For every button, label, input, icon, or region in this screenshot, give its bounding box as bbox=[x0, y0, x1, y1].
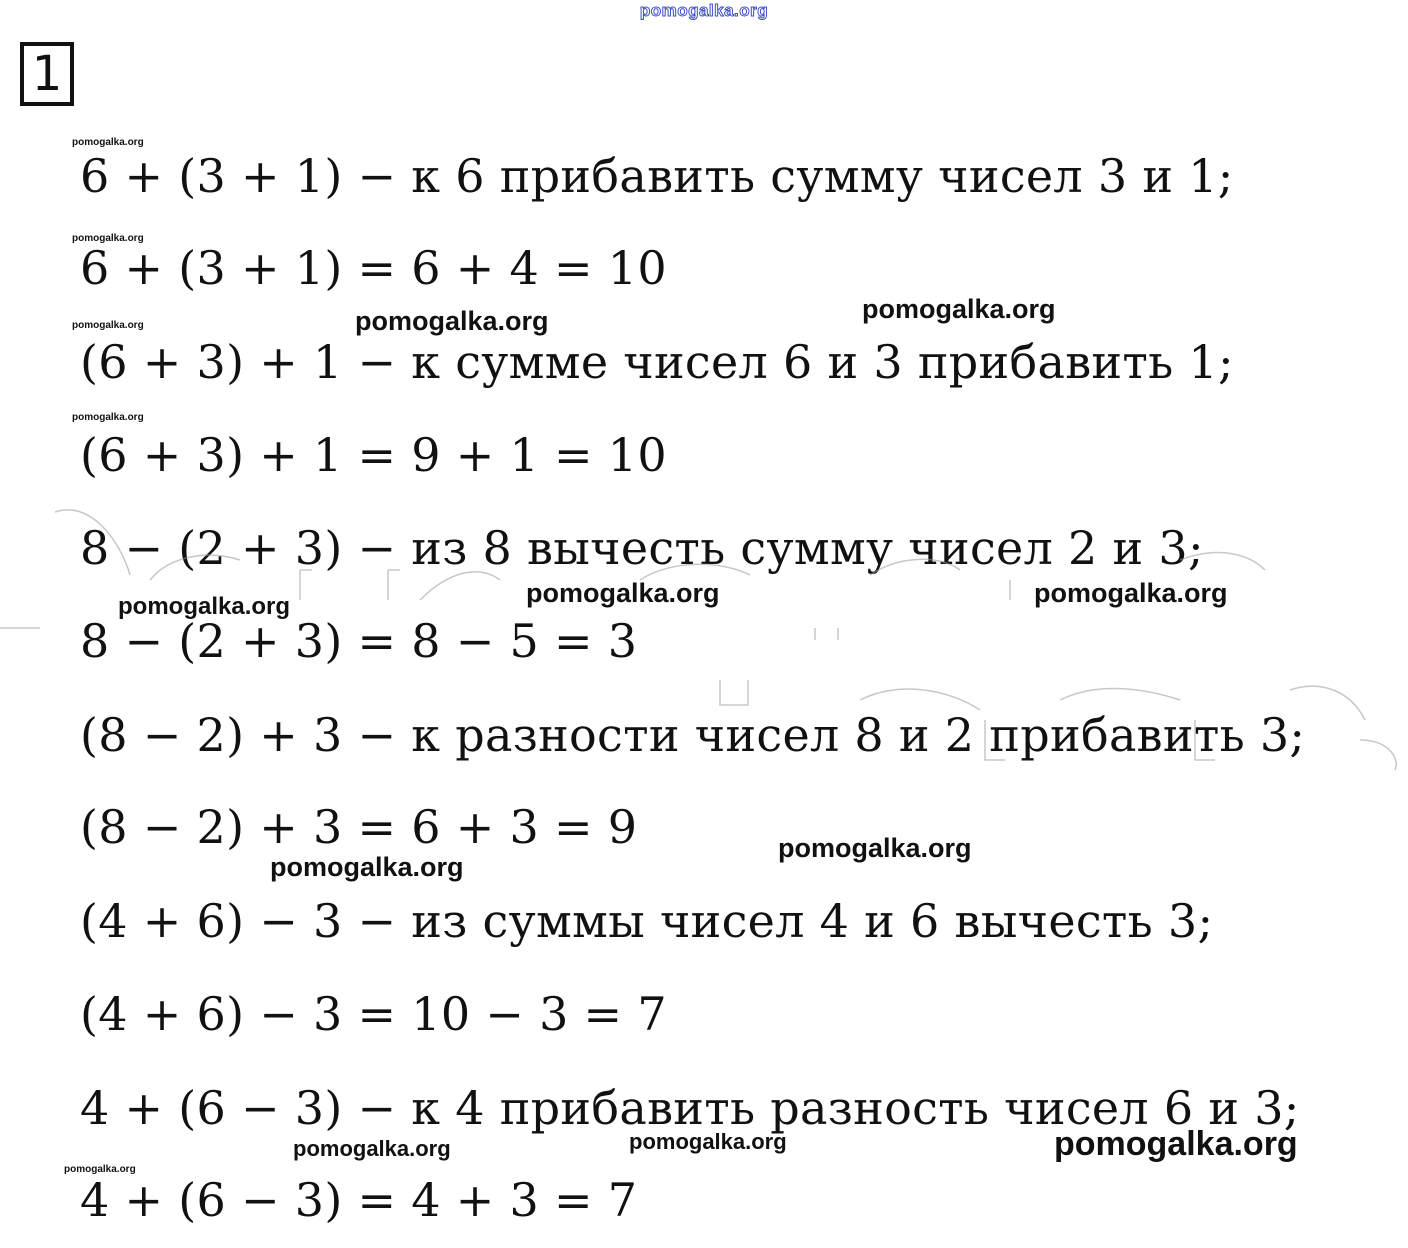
watermark-small: pomogalka.org bbox=[72, 137, 144, 148]
watermark-small: pomogalka.org bbox=[72, 412, 144, 423]
watermark: pomogalka.org bbox=[270, 852, 464, 882]
task-number-box: 1 bbox=[20, 42, 74, 106]
watermark: pomogalka.org bbox=[293, 1136, 451, 1161]
solution-line-3: (6 + 3) + 1 − к сумме чисел 6 и 3 прибавить 1; bbox=[80, 335, 1234, 389]
watermark-small: pomogalka.org bbox=[64, 1164, 136, 1175]
solution-line-10: (4 + 6) − 3 = 10 − 3 = 7 bbox=[80, 987, 667, 1041]
watermark: pomogalka.org bbox=[1054, 1125, 1298, 1163]
watermark-small: pomogalka.org bbox=[72, 233, 144, 244]
watermark-small: pomogalka.org bbox=[72, 320, 144, 331]
solution-line-9: (4 + 6) − 3 − из суммы чисел 4 и 6 вычесть 3; bbox=[80, 894, 1214, 948]
watermark: pomogalka.org bbox=[355, 306, 549, 336]
solution-line-4: (6 + 3) + 1 = 9 + 1 = 10 bbox=[80, 428, 667, 482]
watermark: pomogalka.org bbox=[1034, 578, 1228, 608]
solution-line-6: 8 − (2 + 3) = 8 − 5 = 3 bbox=[80, 614, 638, 668]
watermark: pomogalka.org bbox=[118, 593, 291, 620]
solution-line-12: 4 + (6 − 3) = 4 + 3 = 7 bbox=[80, 1173, 638, 1227]
solution-line-2: 6 + (3 + 1) = 6 + 4 = 10 bbox=[80, 241, 667, 295]
solution-line-1: 6 + (3 + 1) − к 6 прибавить сумму чисел 3 и 1; bbox=[80, 149, 1234, 203]
watermark: pomogalka.org bbox=[629, 1129, 787, 1154]
solution-line-5: 8 − (2 + 3) − из 8 вычесть сумму чисел 2 и 3; bbox=[80, 521, 1204, 575]
solution-line-7: (8 − 2) + 3 − к разности чисел 8 и 2 прибавить 3; bbox=[80, 708, 1306, 762]
solution-line-8: (8 − 2) + 3 = 6 + 3 = 9 bbox=[80, 800, 638, 854]
solution-line-11: 4 + (6 − 3) − к 4 прибавить разность чисел 6 и 3; bbox=[80, 1081, 1300, 1135]
site-watermark: pomogalka.org bbox=[639, 1, 769, 20]
watermark: pomogalka.org bbox=[778, 833, 972, 863]
watermark: pomogalka.org bbox=[526, 578, 720, 608]
watermark: pomogalka.org bbox=[862, 294, 1056, 324]
